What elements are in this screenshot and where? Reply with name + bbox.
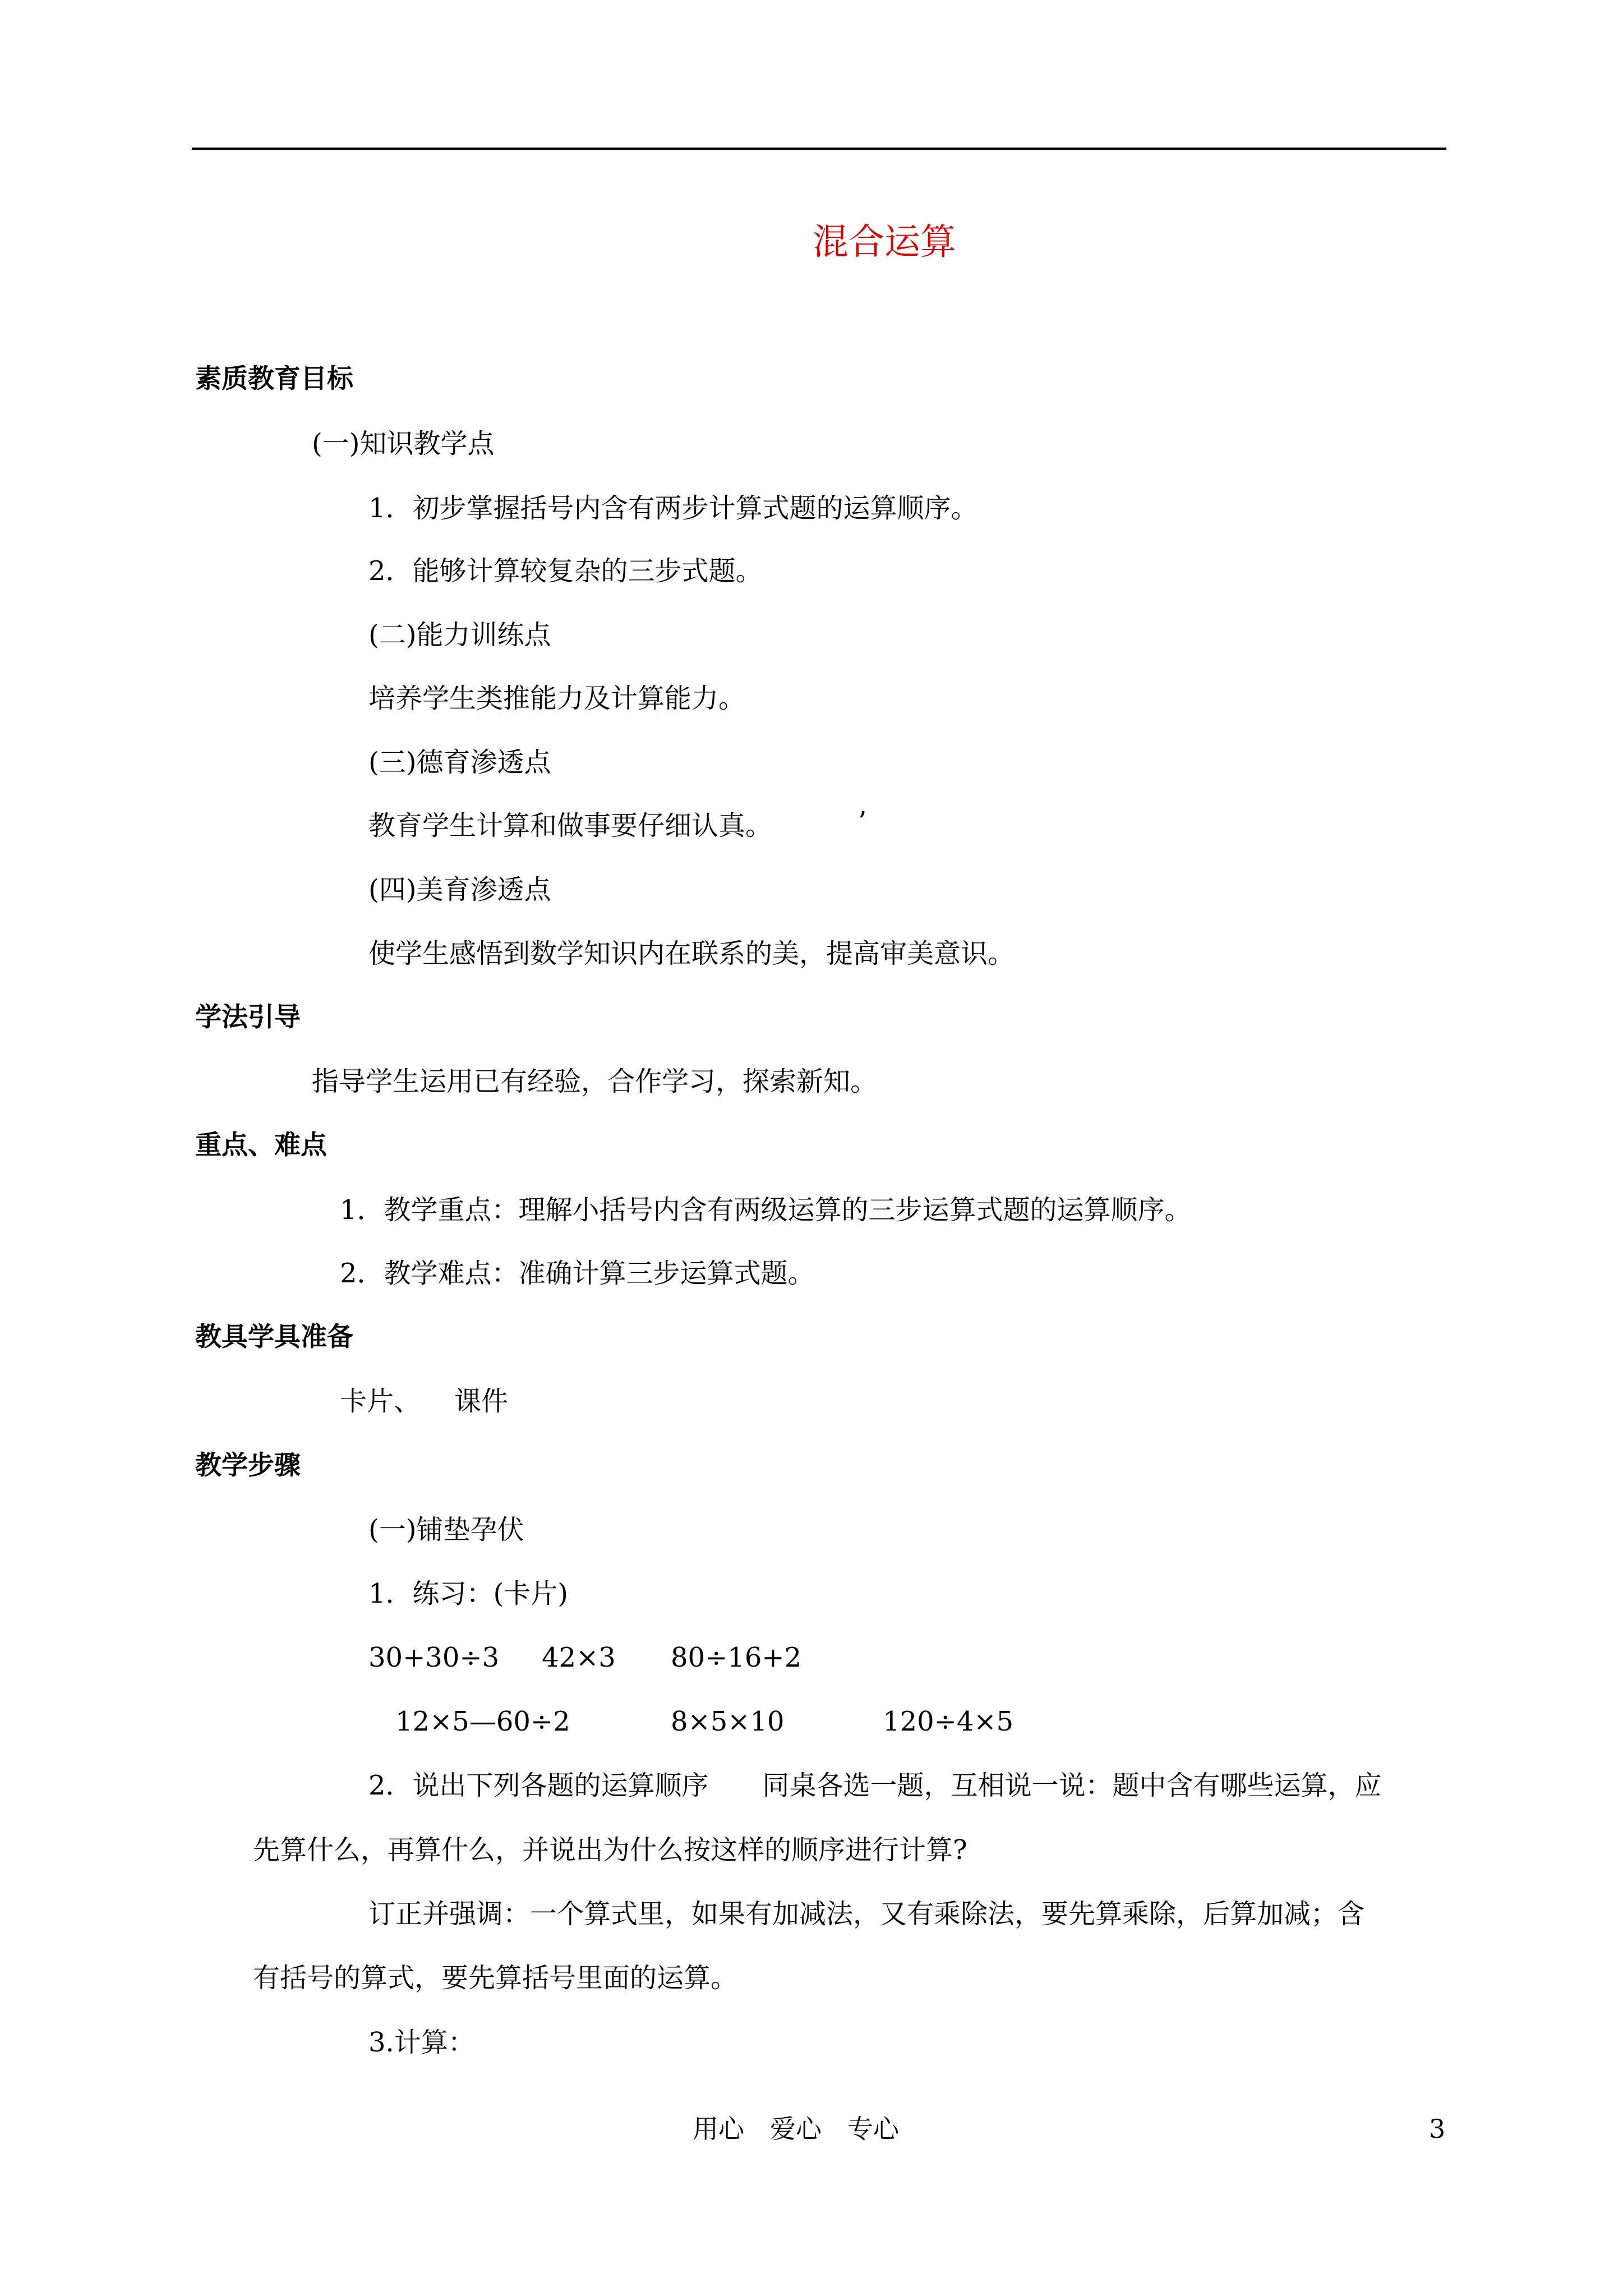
steps-paragraph-2-line-2: 先算什么，再算什么，并说出为什么按这样的顺序进行计算? bbox=[253, 1834, 967, 1866]
goals-moral-1: 教育学生计算和做事要仔细认真。 bbox=[368, 810, 773, 841]
goals-beauty-label: (四)美育渗透点 bbox=[368, 874, 551, 905]
goals-knowledge-2: 2．能够计算较复杂的三步式题。 bbox=[368, 555, 763, 587]
heading-tools: 教具学具准备 bbox=[195, 1322, 353, 1352]
method-text: 指导学生运用已有经验，合作学习，探索新知。 bbox=[312, 1066, 878, 1097]
tools-item-2: 课件 bbox=[454, 1386, 509, 1417]
page-title: 混合运算 bbox=[813, 222, 956, 263]
steps-practice-label: 1．练习：(卡片) bbox=[368, 1578, 568, 1609]
expression: 42×3 bbox=[542, 1642, 616, 1673]
steps-paragraph-3-line-1: 订正并强调：一个算式里，如果有加减法，又有乘除法，要先算乘除，后算加减；含 bbox=[368, 1898, 1365, 1930]
steps-section-1-label: (一)铺垫孕伏 bbox=[368, 1514, 524, 1545]
steps-paragraph-4: 3.计算： bbox=[368, 2027, 475, 2058]
goals-beauty-1: 使学生感悟到数学知识内在联系的美，提高审美意识。 bbox=[368, 938, 1015, 969]
heading-focus: 重点、难点 bbox=[195, 1130, 327, 1161]
page-number: 3 bbox=[1429, 2114, 1446, 2144]
focus-point-2: 2．教学难点：准确计算三步运算式题。 bbox=[340, 1258, 815, 1289]
tools-item-1: 卡片、 bbox=[340, 1386, 421, 1417]
steps-paragraph-3-line-2: 有括号的算式，要先算括号里面的运算。 bbox=[253, 1962, 738, 1994]
focus-point-1: 1．教学重点：理解小括号内含有两级运算的三步运算式题的运算顺序。 bbox=[340, 1194, 1192, 1226]
expression: 12×5—60÷2 bbox=[395, 1706, 570, 1737]
footer-text: 用心 爱心 专心 bbox=[693, 2114, 899, 2144]
heading-steps: 教学步骤 bbox=[195, 1450, 301, 1481]
expression: 8×5×10 bbox=[671, 1706, 785, 1737]
stray-mark: ’ bbox=[858, 806, 867, 838]
heading-method: 学法引导 bbox=[195, 1002, 301, 1033]
steps-paragraph-2-line-1: 2．说出下列各题的运算顺序 同桌各选一题，互相说一说：题中含有哪些运算，应 bbox=[368, 1770, 1382, 1801]
goals-ability-label: (二)能力训练点 bbox=[368, 619, 551, 651]
goals-ability-1: 培养学生类推能力及计算能力。 bbox=[368, 683, 746, 714]
expression: 30+30÷3 bbox=[368, 1642, 500, 1673]
goals-knowledge-label: (一)知识教学点 bbox=[312, 428, 495, 459]
heading-goals: 素质教育目标 bbox=[195, 364, 353, 394]
expression: 120÷4×5 bbox=[883, 1706, 1014, 1737]
goals-moral-label: (三)德育渗透点 bbox=[368, 747, 551, 778]
goals-knowledge-1: 1．初步掌握括号内含有两步计算式题的运算顺序。 bbox=[368, 493, 978, 524]
expression: 80÷16+2 bbox=[671, 1642, 802, 1673]
header-rule bbox=[192, 148, 1446, 150]
